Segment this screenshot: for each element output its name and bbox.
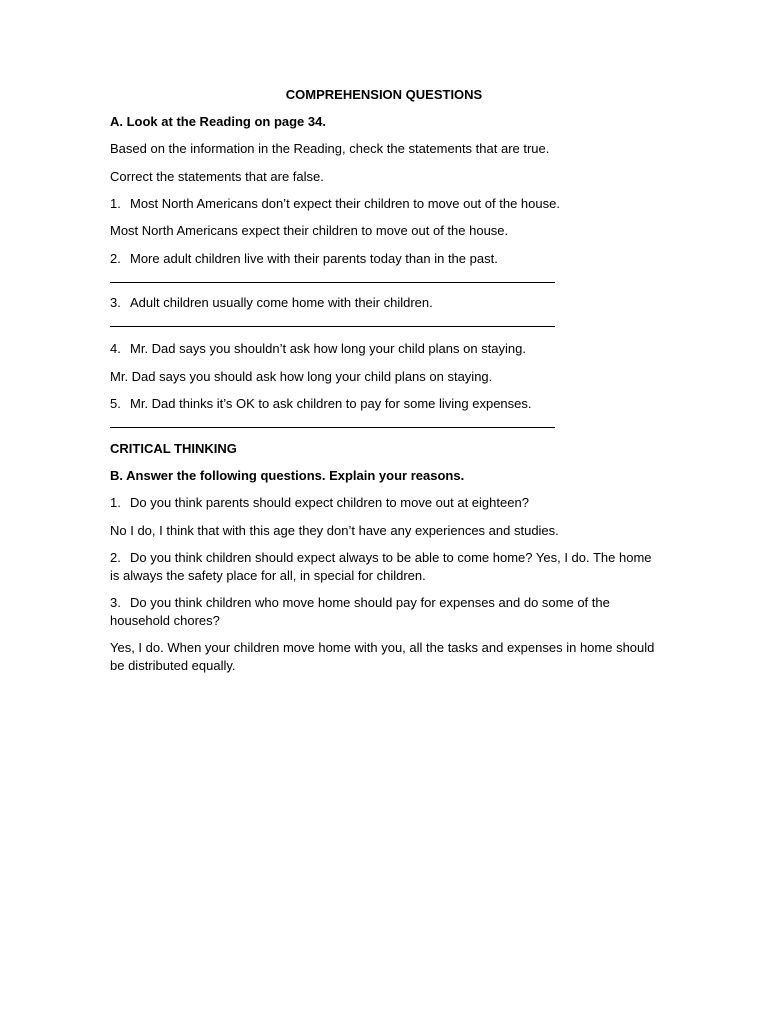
section-b-heading: B. Answer the following questions. Explain your reasons.	[110, 468, 465, 483]
statement-text: More adult children live with their parents today than in the past.	[130, 251, 498, 266]
statement-4	[110, 340, 526, 358]
statement-3	[110, 294, 433, 312]
question-number: 2.	[110, 550, 121, 565]
question-1	[110, 494, 529, 512]
answer-1: Most North Americans expect their children to move out of the house.	[110, 223, 509, 238]
statement-text: Adult children usually come home with their children.	[130, 295, 433, 310]
instruction-line-1: Based on the information in the Reading, check the statements that are true.	[110, 141, 550, 156]
question-3	[110, 594, 658, 629]
question-number: 3.	[110, 595, 121, 610]
statement-number: 2.	[110, 251, 121, 266]
statement-number: 5.	[110, 396, 121, 411]
critical-thinking-heading: CRITICAL THINKING	[110, 441, 237, 456]
instruction-line-2: Correct the statements that are false.	[110, 169, 324, 184]
answer-line-3	[110, 326, 555, 327]
statement-number: 4.	[110, 341, 121, 356]
question-text: Do you think parents should expect children to move out at eighteen?	[130, 495, 529, 510]
statement-5	[110, 395, 532, 413]
statement-text: Mr. Dad says you shouldn’t ask how long your child plans on staying.	[130, 341, 526, 356]
answer-b3: Yes, I do. When your children move home with you, all the tasks and expenses in home should be distributed equally.	[110, 640, 655, 673]
statement-1	[110, 195, 560, 213]
question-text: Do you think children who move home should pay for expenses and do some of the household chores?	[110, 595, 610, 628]
answer-b2: Yes, I do. The home is always the safety place for all, in special for children.	[110, 550, 652, 583]
question-2	[110, 549, 658, 584]
answer-line-5	[110, 427, 555, 428]
document-title: COMPREHENSION QUESTIONS	[285, 87, 483, 102]
statement-2	[110, 250, 498, 268]
question-text: Do you think children should expect always to be able to come home?	[130, 550, 533, 565]
statement-text: Most North Americans don’t expect their children to move out of the house.	[130, 196, 560, 211]
answer-b1: No I do, I think that with this age they don’t have any experiences and studies.	[110, 523, 559, 538]
statement-text: Mr. Dad thinks it’s OK to ask children to pay for some living expenses.	[130, 396, 532, 411]
answer-4: Mr. Dad says you should ask how long your child plans on staying.	[110, 369, 493, 384]
answer-line-2	[110, 282, 555, 283]
question-number: 1.	[110, 495, 121, 510]
statement-number: 3.	[110, 295, 121, 310]
section-a-heading: A. Look at the Reading on page 34.	[110, 114, 326, 129]
statement-number: 1.	[110, 196, 121, 211]
